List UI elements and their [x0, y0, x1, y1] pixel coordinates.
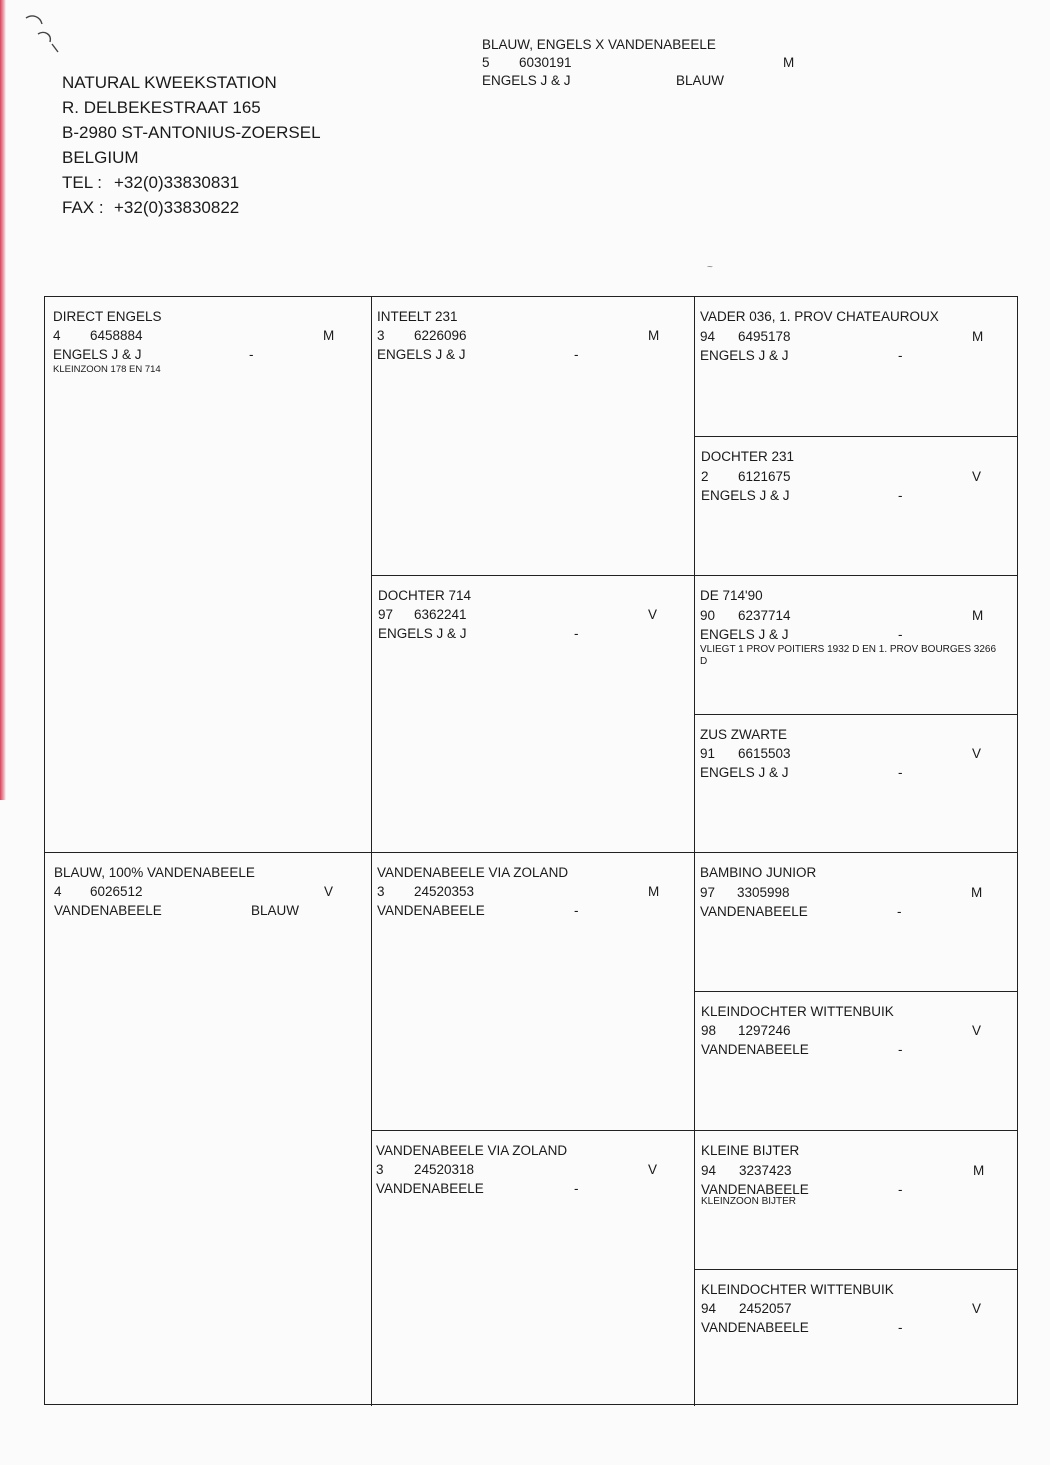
pigeon-sex: V [972, 746, 982, 761]
pigeon-color: - [898, 488, 903, 503]
pedigree-cell-father [45, 297, 371, 852]
pigeon-owner-row [376, 1179, 682, 1198]
pigeon-owner: ENGELS J & J [700, 348, 789, 363]
pigeon-ring-row [54, 882, 364, 901]
pedigree-cell-great-grandparent [694, 714, 1017, 852]
pedigree-cell-grandparent [371, 1130, 694, 1406]
pigeon-ring: 6495178 [738, 329, 791, 344]
pigeon-year: 4 [54, 884, 62, 899]
subject-color: BLAUW [676, 73, 725, 88]
subject-ring: 6030191 [519, 55, 572, 70]
pigeon-ring-row [700, 883, 1006, 902]
pigeon-ring: 6026512 [90, 884, 143, 899]
pigeon-name: DOCHTER 231 [701, 449, 795, 464]
subject-name: BLAUW, ENGELS X VANDENABEELE [482, 37, 716, 52]
pigeon-ring: 2452057 [739, 1301, 792, 1316]
pigeon-ring-row [700, 606, 1006, 625]
pigeon-owner: VANDENABEELE [701, 1182, 809, 1197]
pigeon-ring-row [378, 605, 684, 624]
pigeon-color: - [574, 1181, 579, 1196]
stray-mark: ~ [707, 262, 713, 273]
pigeon-owner: VANDENABEELE [701, 1320, 809, 1335]
pigeon-sex: M [971, 885, 983, 900]
pigeon-owner-row [701, 1318, 1007, 1337]
telephone-line [62, 170, 321, 195]
pigeon-owner: VANDENABEELE [701, 1042, 809, 1057]
pigeon-owner: VANDENABEELE [377, 903, 485, 918]
address-line: R. DELBEKESTRAAT 165 [62, 98, 261, 117]
pigeon-color: - [898, 1042, 903, 1057]
pen-scribble-mark [22, 12, 72, 62]
page-edge-stain [0, 0, 6, 800]
pigeon-color: - [249, 347, 254, 362]
pigeon-year: 4 [53, 328, 61, 343]
pigeon-sex: V [972, 1301, 982, 1316]
pigeon-name: BAMBINO JUNIOR [700, 865, 817, 880]
pedigree-cell-great-grandparent [694, 297, 1017, 436]
pedigree-cell-grandparent [371, 297, 694, 575]
pigeon-owner: ENGELS J & J [378, 626, 467, 641]
pigeon-name: KLEINDOCHTER WITTENBUIK [701, 1004, 894, 1019]
pigeon-color: - [898, 1320, 903, 1335]
pedigree-table [44, 296, 1018, 1405]
subject-owner: ENGELS J & J [482, 73, 571, 88]
pigeon-owner-row [377, 901, 683, 920]
pigeon-year: 94 [700, 329, 716, 344]
pigeon-name: INTEELT 231 [377, 309, 458, 324]
pigeon-sex: V [972, 1023, 982, 1038]
subject-sex: M [783, 55, 795, 70]
pigeon-owner: ENGELS J & J [700, 627, 789, 642]
pigeon-ring: 3237423 [739, 1163, 792, 1178]
address-line: BELGIUM [62, 148, 139, 167]
pedigree-cell-great-grandparent [694, 991, 1017, 1130]
pigeon-owner: VANDENABEELE [54, 903, 162, 918]
pigeon-name: VANDENABEELE VIA ZOLAND [377, 865, 569, 880]
pigeon-ring: 6226096 [414, 328, 467, 343]
pedigree-cell-great-grandparent [694, 852, 1017, 991]
pigeon-ring-row [377, 326, 683, 345]
pigeon-year: 3 [376, 1162, 384, 1177]
address-line: B-2980 ST-ANTONIUS-ZOERSEL [62, 123, 321, 142]
pigeon-name: VADER 036, 1. PROV CHATEAUROUX [700, 309, 939, 324]
pigeon-note: VLIEGT 1 PROV POITIERS 1932 D EN 1. PROV BOURGES 3266 D [700, 644, 997, 667]
pigeon-sex: M [972, 329, 984, 344]
pigeon-ring: 24520318 [414, 1162, 475, 1177]
pigeon-note: KLEINZOON BIJTER [701, 1196, 797, 1207]
pigeon-ring-row [701, 1161, 1007, 1180]
pigeon-year: 98 [701, 1023, 717, 1038]
pigeon-ring: 3305998 [737, 885, 790, 900]
pigeon-ring-row [701, 1299, 1007, 1318]
pigeon-owner: ENGELS J & J [53, 347, 142, 362]
pigeon-name: DE 714'90 [700, 588, 763, 603]
pigeon-sex: V [324, 884, 334, 899]
pigeon-owner: ENGELS J & J [700, 765, 789, 780]
pigeon-year: 97 [700, 885, 716, 900]
pedigree-cell-great-grandparent [694, 436, 1017, 575]
pigeon-ring: 6121675 [738, 469, 791, 484]
pigeon-owner-row [701, 486, 1007, 505]
pigeon-owner: VANDENABEELE [700, 904, 808, 919]
pigeon-color: - [898, 348, 903, 363]
pigeon-year: 94 [701, 1163, 717, 1178]
pigeon-owner-row [378, 624, 684, 643]
pigeon-sex: V [648, 607, 658, 622]
pigeon-owner: VANDENABEELE [376, 1181, 484, 1196]
pigeon-ring: 6458884 [90, 328, 143, 343]
pigeon-ring-row [700, 744, 1006, 763]
pigeon-sex: M [648, 328, 660, 343]
pigeon-color: - [897, 904, 902, 919]
pigeon-year: 94 [701, 1301, 717, 1316]
pigeon-owner-row [700, 625, 1006, 644]
pigeon-year: 90 [700, 608, 716, 623]
pigeon-name: KLEINDOCHTER WITTENBUIK [701, 1282, 894, 1297]
pigeon-owner-row [53, 345, 363, 364]
pigeon-year: 91 [700, 746, 716, 761]
pigeon-ring: 6615503 [738, 746, 791, 761]
pigeon-year: 3 [377, 884, 385, 899]
pigeon-owner: ENGELS J & J [377, 347, 466, 362]
pigeon-ring: 6237714 [738, 608, 791, 623]
pigeon-owner-row [700, 346, 1006, 365]
pigeon-note: KLEINZOON 178 EN 714 [53, 364, 161, 375]
pigeon-ring-row [701, 467, 1007, 486]
pigeon-owner-row [700, 902, 1006, 921]
pigeon-owner-row [54, 901, 364, 920]
pigeon-ring: 6362241 [414, 607, 467, 622]
subject-year: 5 [482, 55, 490, 70]
tel-label: TEL : [62, 173, 102, 192]
fax-label: FAX : [62, 198, 104, 217]
pigeon-ring-row [377, 882, 683, 901]
pigeon-color: - [574, 626, 579, 641]
pigeon-sex: M [973, 1163, 985, 1178]
pigeon-ring-row [701, 1021, 1007, 1040]
pigeon-color: - [898, 1182, 903, 1197]
fax-number: +32(0)33830822 [114, 198, 240, 217]
pigeon-sex: M [972, 608, 984, 623]
breeder-address-block [62, 70, 321, 220]
pedigree-cell-great-grandparent [694, 575, 1017, 714]
pigeon-color: - [574, 347, 579, 362]
pigeon-year: 3 [377, 328, 385, 343]
pedigree-cell-grandparent [371, 852, 694, 1130]
pigeon-ring-row [376, 1160, 682, 1179]
pedigree-cell-great-grandparent [694, 1269, 1017, 1406]
address-line: NATURAL KWEEKSTATION [62, 73, 277, 92]
pigeon-owner-row [377, 345, 683, 364]
pigeon-ring-row [700, 327, 1006, 346]
pigeon-owner-row [701, 1040, 1007, 1059]
pigeon-ring: 24520353 [414, 884, 475, 899]
pigeon-ring: 1297246 [738, 1023, 791, 1038]
pigeon-name: ZUS ZWARTE [700, 727, 787, 742]
pigeon-color: - [574, 903, 579, 918]
pigeon-sex: V [972, 469, 982, 484]
pigeon-owner: ENGELS J & J [701, 488, 790, 503]
pigeon-name: KLEINE BIJTER [701, 1143, 800, 1158]
pigeon-sex: V [648, 1162, 658, 1177]
pigeon-name: DOCHTER 714 [378, 588, 472, 603]
pigeon-color: BLAUW [251, 903, 300, 918]
pigeon-sex: M [648, 884, 660, 899]
pigeon-name: VANDENABEELE VIA ZOLAND [376, 1143, 568, 1158]
pigeon-color: - [898, 765, 903, 780]
pigeon-color: - [898, 627, 903, 642]
pigeon-sex: M [323, 328, 335, 343]
tel-number: +32(0)33830831 [114, 173, 240, 192]
fax-line [62, 195, 321, 220]
pedigree-cell-mother [45, 852, 371, 1407]
pigeon-ring-row [53, 326, 363, 345]
pedigree-cell-great-grandparent [694, 1130, 1017, 1269]
pigeon-year: 97 [378, 607, 394, 622]
pedigree-cell-grandparent [371, 575, 694, 853]
pigeon-name: DIRECT ENGELS [53, 309, 162, 324]
pigeon-owner-row [700, 763, 1006, 782]
pigeon-year: 2 [701, 469, 709, 484]
pigeon-name: BLAUW, 100% VANDENABEELE [54, 865, 255, 880]
